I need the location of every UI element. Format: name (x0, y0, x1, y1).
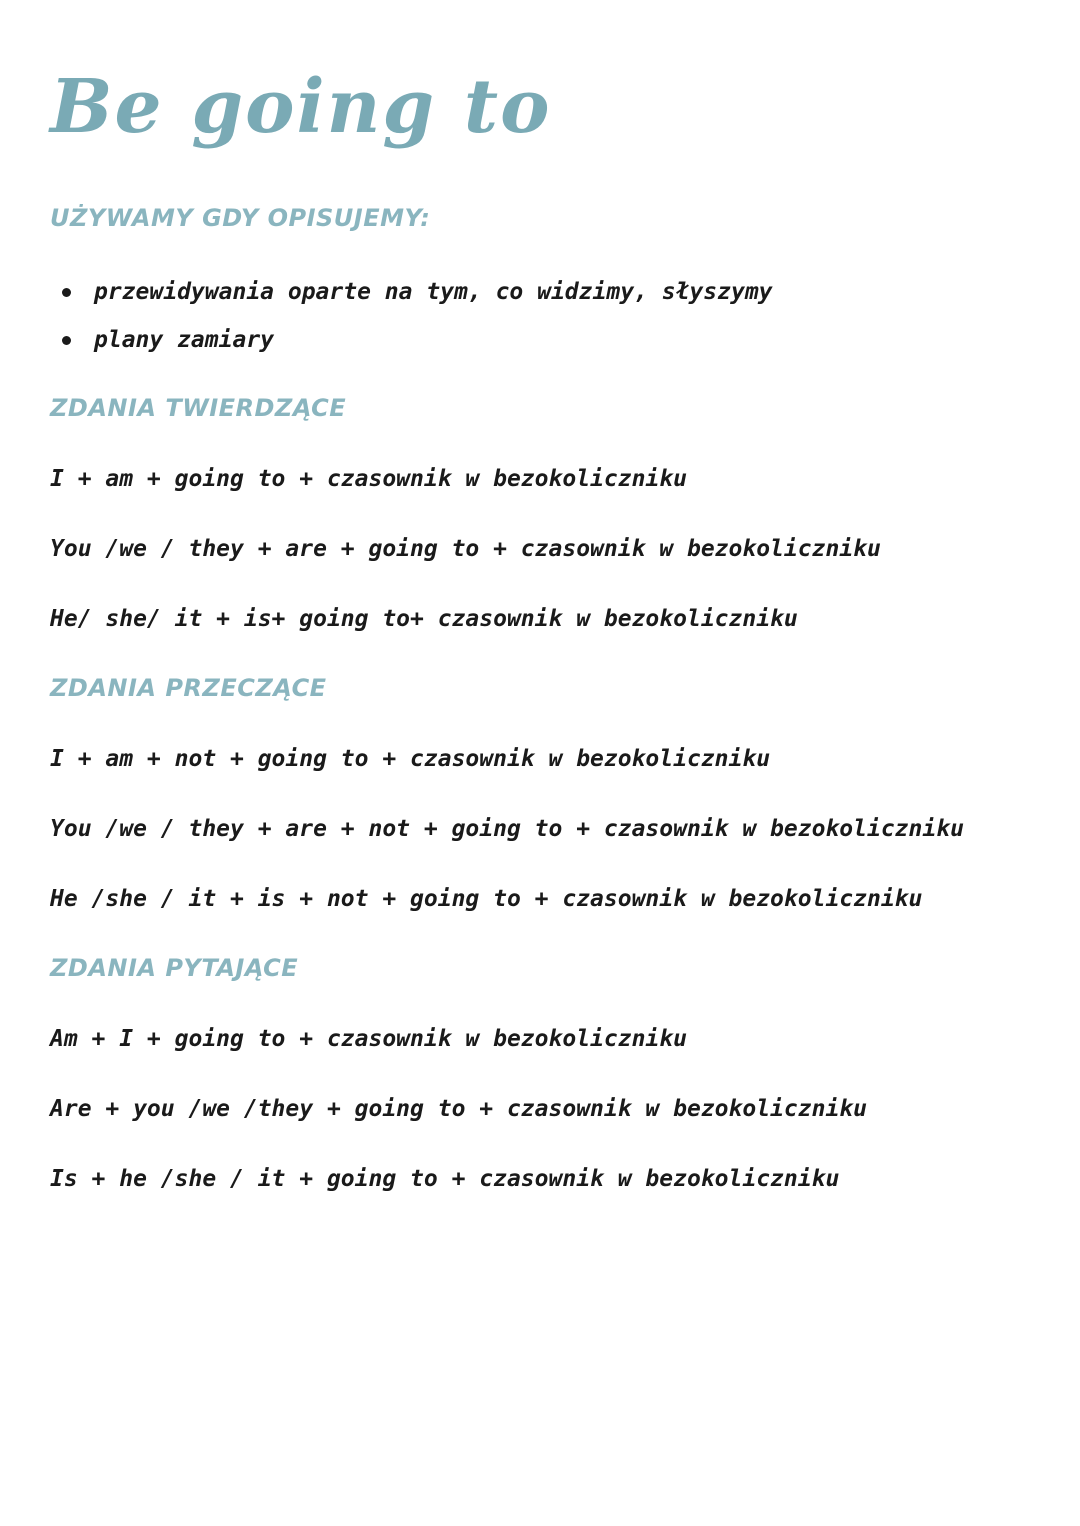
list-item-text: przewidywania oparte na tym, co widzimy, słyszymy (94, 279, 773, 305)
affirmative-heading: ZDANIA TWIERDZĄCE (50, 394, 347, 422)
usage-heading: UŻYWAMY GDY OPISUJEMY: (50, 204, 431, 232)
interrogative-rule: Are + you /we /they + going to + czasownik w bezokoliczniku (50, 1096, 867, 1122)
bullet-icon (62, 288, 71, 297)
list-item (60, 320, 773, 368)
list-item-text: plany zamiary (94, 327, 275, 353)
affirmative-rule: He/ she/ it + is+ going to+ czasownik w bezokoliczniku (50, 606, 798, 632)
list-item (60, 272, 773, 320)
page-title: Be going to (50, 64, 552, 150)
interrogative-rule: Is + he /she / it + going to + czasownik w bezokoliczniku (50, 1166, 840, 1192)
affirmative-rule: You /we / they + are + going to + czasownik w bezokoliczniku (50, 536, 881, 562)
negative-rule: I + am + not + going to + czasownik w bezokoliczniku (50, 746, 771, 772)
interrogative-rule: Am + I + going to + czasownik w bezokoliczniku (50, 1026, 687, 1052)
negative-rule: He /she / it + is + not + going to + czasownik w bezokoliczniku (50, 886, 923, 912)
interrogative-heading: ZDANIA PYTAJĄCE (50, 954, 299, 982)
negative-heading: ZDANIA PRZECZĄCE (50, 674, 327, 702)
negative-rule: You /we / they + are + not + going to + czasownik w bezokoliczniku (50, 816, 964, 842)
bullet-icon (62, 336, 71, 345)
usage-list (60, 272, 773, 368)
affirmative-rule: I + am + going to + czasownik w bezokoliczniku (50, 466, 687, 492)
